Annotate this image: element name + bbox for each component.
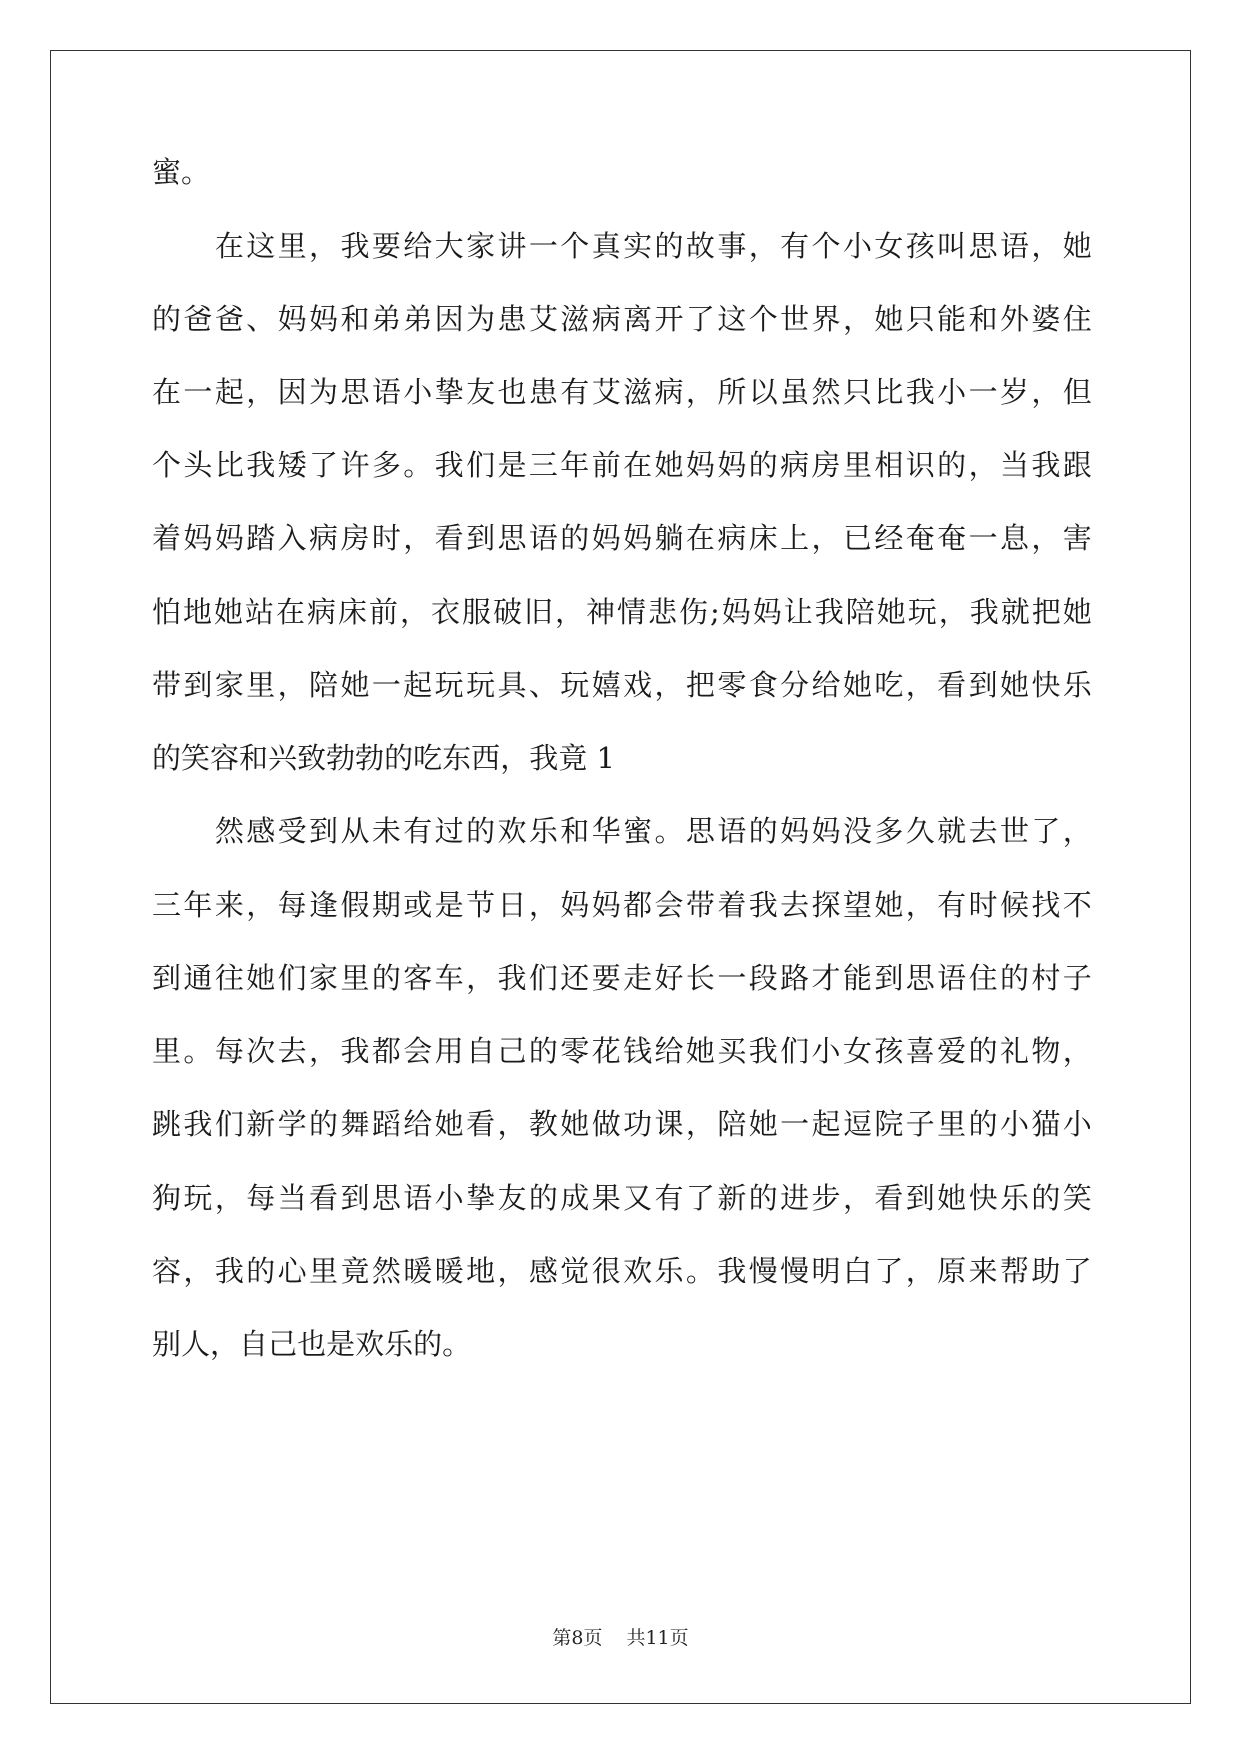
text-line: 着 妈 妈 踏 入 病 房 时 ， 看 到 思 语 的 妈 妈 躺 在 病 床 上 ， 已 经 奄 奄 一 息 ， 害: [152, 521, 1092, 555]
text-line: 的 爸 爸 、 妈 妈 和 弟 弟 因 为 患 艾 滋 病 离 开 了 这 个 世 界 ， 她 只 能 和 外 婆 住: [152, 302, 1092, 336]
text-line: 容 ， 我 的 心 里 竟 然 暖 暖 地 ， 感 觉 很 欢 乐 。 我 慢 慢 明 白 了 ， 原 来 帮 助 了: [152, 1254, 1092, 1288]
text-line: 蜜 。: [152, 155, 211, 189]
text-line: 别 人 ， 自 己 也 是 欢 乐 的 。: [152, 1327, 472, 1361]
text-line: 然 感 受 到 从 未 有 过 的 欢 乐 和 华 蜜 。 思 语 的 妈 妈 没 多 久 就 去 世 了 ，: [214, 814, 1092, 848]
text-line: 到 通 往 她 们 家 里 的 客 车 ， 我 们 还 要 走 好 长 一 段 路 才 能 到 思 语 住 的 村 子: [152, 961, 1092, 995]
text-line: 跳 我 们 新 学 的 舞 蹈 给 她 看 ， 教 她 做 功 课 ， 陪 她 一 起 逗 院 子 里 的 小 猫 小: [152, 1107, 1092, 1141]
text-line: 带 到 家 里 ， 陪 她 一 起 玩 玩 具 、 玩 嬉 戏 ， 把 零 食 分 给 她 吃 ， 看 到 她 快 乐: [152, 668, 1092, 702]
page-footer: [0, 1626, 1241, 1650]
text-line: 个 头 比 我 矮 了 许 多 。 我 们 是 三 年 前 在 她 妈 妈 的 病 房 里 相 识 的 ， 当 我 跟: [152, 448, 1092, 482]
page-total: 共11页: [626, 1627, 689, 1649]
text-line: 狗 玩 ， 每 当 看 到 思 语 小 挚 友 的 成 果 又 有 了 新 的 进 步 ， 看 到 她 快 乐 的 笑: [152, 1181, 1092, 1215]
text-line: 在 这 里 ， 我 要 给 大 家 讲 一 个 真 实 的 故 事 ， 有 个 小 女 孩 叫 思 语 ， 她: [214, 229, 1092, 263]
text-line: 三 年 来 ， 每 逢 假 期 或 是 节 日 ， 妈 妈 都 会 带 着 我 去 探 望 她 ， 有 时 候 找 不: [152, 888, 1092, 922]
text-line: 的 笑 容 和 兴 致 勃 勃 的 吃 东 西 ， 我 竟 1: [152, 741, 615, 775]
page-number: 第8页: [552, 1627, 603, 1649]
text-line: 在 一 起 ， 因 为 思 语 小 挚 友 也 患 有 艾 滋 病 ， 所 以 虽 然 只 比 我 小 一 岁 ， 但: [152, 375, 1092, 409]
text-line: 里 。 每 次 去 ， 我 都 会 用 自 己 的 零 花 钱 给 她 买 我 们 小 女 孩 喜 爱 的 礼 物 ，: [152, 1034, 1092, 1068]
text-line: 怕 地 她 站 在 病 床 前 ， 衣 服 破 旧 ， 神 情 悲 伤 ; 妈 妈 让 我 陪 她 玩 ， 我 就 把 她: [152, 595, 1092, 629]
